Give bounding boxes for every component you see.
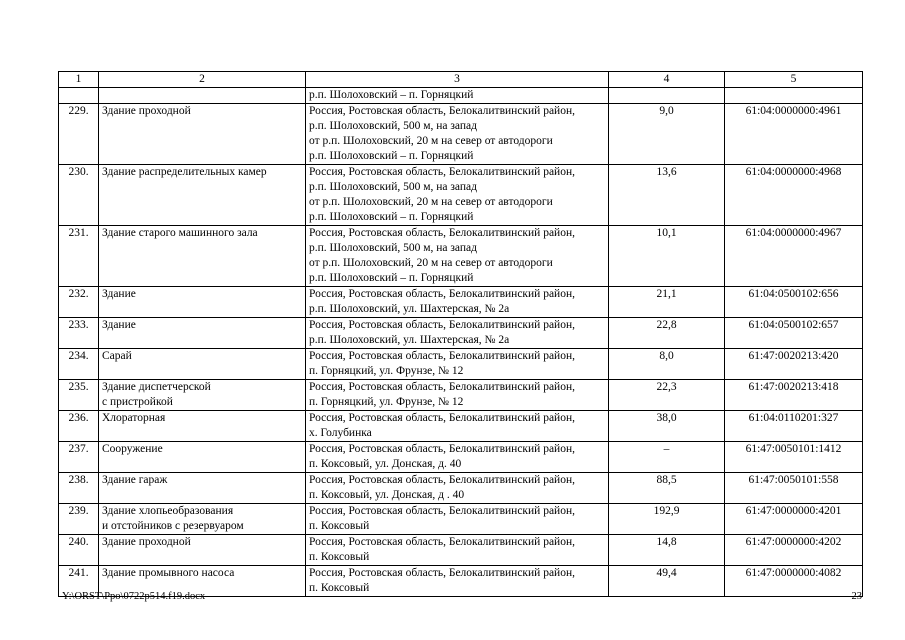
area-cell: 9,0: [609, 104, 725, 165]
row-number-cell: 232.: [59, 287, 99, 318]
table-row: [59, 442, 863, 473]
cadastral-number-cell: 61:47:0020213:418: [725, 380, 863, 411]
object-name-cell: [99, 226, 306, 287]
address-line: от р.п. Шолоховский, 20 м на север от автодороги: [309, 257, 553, 269]
address-cell: [306, 287, 609, 318]
object-name-line: и отстойников с резервуаром: [102, 520, 244, 532]
table-row: [59, 349, 863, 380]
object-name-line: Здание проходной: [102, 105, 191, 117]
object-name-line: Сарай: [102, 350, 132, 362]
row-number-cell: 238.: [59, 473, 99, 504]
table-row: [59, 473, 863, 504]
area-cell: 22,3: [609, 380, 725, 411]
address-line: Россия, Ростовская область, Белокалитвинский район,: [309, 567, 575, 579]
address-cell: [306, 318, 609, 349]
header-row: [59, 72, 863, 88]
address-cell: [306, 473, 609, 504]
cadastral-number-cell: 61:47:0050101:558: [725, 473, 863, 504]
address-cell: [306, 535, 609, 566]
column-header: 1: [59, 72, 99, 88]
object-name-cell: [99, 104, 306, 165]
row-number-cell: [59, 88, 99, 104]
table-row: [59, 411, 863, 442]
address-cell: [306, 165, 609, 226]
object-name-cell: [99, 318, 306, 349]
address-line: р.п. Шолоховский – п. Горняцкий: [309, 150, 474, 162]
row-number-cell: 239.: [59, 504, 99, 535]
cadastral-number-cell: 61:04:0110201:327: [725, 411, 863, 442]
address-cell: [306, 411, 609, 442]
address-line: р.п. Шолоховский, 500 м, на запад: [309, 181, 477, 193]
address-line: Россия, Ростовская область, Белокалитвинский район,: [309, 381, 575, 393]
area-cell: 49,4: [609, 566, 725, 597]
area-cell: [609, 88, 725, 104]
address-line: Россия, Ростовская область, Белокалитвинский район,: [309, 166, 575, 178]
object-name-cell: [99, 411, 306, 442]
object-name-line: Здание гараж: [102, 474, 168, 486]
cadastral-number-cell: 61:47:0000000:4202: [725, 535, 863, 566]
table-row: [59, 380, 863, 411]
cadastral-number-cell: 61:04:0500102:656: [725, 287, 863, 318]
table-row: [59, 535, 863, 566]
table-row: [59, 504, 863, 535]
row-number-cell: 235.: [59, 380, 99, 411]
address-line: п. Коксовый: [309, 551, 370, 563]
continuation-row: [59, 88, 863, 104]
address-cell: [306, 566, 609, 597]
address-cell: [306, 88, 609, 104]
address-line: п. Коксовый, ул. Донская, д . 40: [309, 489, 465, 501]
address-line: Россия, Ростовская область, Белокалитвинский район,: [309, 474, 575, 486]
table-row: [59, 318, 863, 349]
cadastral-number-cell: [725, 88, 863, 104]
address-cell: [306, 226, 609, 287]
object-name-line: Сооружение: [102, 443, 163, 455]
address-line: Россия, Ростовская область, Белокалитвинский район,: [309, 505, 575, 517]
object-name-cell: [99, 349, 306, 380]
row-number-cell: 230.: [59, 165, 99, 226]
cadastral-number-cell: 61:47:0000000:4082: [725, 566, 863, 597]
cadastral-number-cell: 61:47:0050101:1412: [725, 442, 863, 473]
address-line: р.п. Шолоховский – п. Горняцкий: [309, 272, 474, 284]
address-line: п. Коксовый: [309, 520, 370, 532]
cadastral-number-cell: 61:47:0000000:4201: [725, 504, 863, 535]
area-cell: 10,1: [609, 226, 725, 287]
object-name-line: Здание: [102, 319, 136, 331]
cadastral-number-cell: 61:47:0020213:420: [725, 349, 863, 380]
column-header: 5: [725, 72, 863, 88]
row-number-cell: 240.: [59, 535, 99, 566]
address-line: от р.п. Шолоховский, 20 м на север от автодороги: [309, 135, 553, 147]
address-line: Россия, Ростовская область, Белокалитвинский район,: [309, 105, 575, 117]
object-name-cell: [99, 442, 306, 473]
row-number-cell: 233.: [59, 318, 99, 349]
address-line: х. Голубинка: [309, 427, 372, 439]
area-cell: 88,5: [609, 473, 725, 504]
address-line: р.п. Шолоховский, ул. Шахтерская, № 2а: [309, 334, 510, 346]
address-line: Россия, Ростовская область, Белокалитвинский район,: [309, 227, 575, 239]
cadastral-number-cell: 61:04:0500102:657: [725, 318, 863, 349]
cadastral-number-cell: 61:04:0000000:4968: [725, 165, 863, 226]
object-name-line: Здание диспетчерской: [102, 381, 211, 393]
footer-page-number: 23: [851, 591, 862, 602]
column-header: 3: [306, 72, 609, 88]
address-line: р.п. Шолоховский – п. Горняцкий: [309, 89, 474, 101]
address-cell: [306, 104, 609, 165]
object-name-line: с пристройкой: [102, 396, 173, 408]
area-cell: 13,6: [609, 165, 725, 226]
address-line: р.п. Шолоховский, 500 м, на запад: [309, 242, 477, 254]
column-header: 2: [99, 72, 306, 88]
address-line: р.п. Шолоховский – п. Горняцкий: [309, 211, 474, 223]
row-number-cell: 231.: [59, 226, 99, 287]
table-row: [59, 165, 863, 226]
address-line: Россия, Ростовская область, Белокалитвинский район,: [309, 350, 575, 362]
row-number-cell: 234.: [59, 349, 99, 380]
row-number-cell: 237.: [59, 442, 99, 473]
object-name-line: Здание распределительных камер: [102, 166, 267, 178]
row-number-cell: 236.: [59, 411, 99, 442]
address-line: п. Горняцкий, ул. Фрунзе, № 12: [309, 396, 464, 408]
address-cell: [306, 380, 609, 411]
address-line: п. Горняцкий, ул. Фрунзе, № 12: [309, 365, 464, 377]
row-number-cell: 241.: [59, 566, 99, 597]
object-name-cell: [99, 380, 306, 411]
object-name-cell: [99, 504, 306, 535]
area-cell: 14,8: [609, 535, 725, 566]
object-name-line: Здание проходной: [102, 536, 191, 548]
object-name-line: Здание промывного насоса: [102, 567, 235, 579]
address-line: п. Коксовый: [309, 582, 370, 594]
footer-file-path: Y:\ORST\Ppo\0722p514.f19.docx: [62, 591, 206, 602]
address-line: от р.п. Шолоховский, 20 м на север от автодороги: [309, 196, 553, 208]
object-name-cell: [99, 473, 306, 504]
address-line: Россия, Ростовская область, Белокалитвинский район,: [309, 443, 575, 455]
address-line: Россия, Ростовская область, Белокалитвинский район,: [309, 536, 575, 548]
column-header: 4: [609, 72, 725, 88]
address-line: Россия, Ростовская область, Белокалитвинский район,: [309, 319, 575, 331]
address-line: р.п. Шолоховский, 500 м, на запад: [309, 120, 477, 132]
cadastral-number-cell: 61:04:0000000:4961: [725, 104, 863, 165]
address-line: р.п. Шолоховский, ул. Шахтерская, № 2а: [309, 303, 510, 315]
property-table: [58, 71, 863, 597]
object-name-cell: [99, 88, 306, 104]
object-name-line: Здание старого машинного зала: [102, 227, 258, 239]
table-row: [59, 287, 863, 318]
object-name-cell: [99, 535, 306, 566]
object-name-line: Здание: [102, 288, 136, 300]
address-cell: [306, 442, 609, 473]
table-row: [59, 226, 863, 287]
table-row: [59, 104, 863, 165]
area-cell: 22,8: [609, 318, 725, 349]
area-cell: 38,0: [609, 411, 725, 442]
object-name-cell: [99, 287, 306, 318]
area-cell: –: [609, 442, 725, 473]
object-name-line: Хлораторная: [102, 412, 166, 424]
object-name-line: Здание хлопьеобразования: [102, 505, 234, 517]
area-cell: 21,1: [609, 287, 725, 318]
address-line: Россия, Ростовская область, Белокалитвинский район,: [309, 288, 575, 300]
address-line: Россия, Ростовская область, Белокалитвинский район,: [309, 412, 575, 424]
cadastral-number-cell: 61:04:0000000:4967: [725, 226, 863, 287]
area-cell: 8,0: [609, 349, 725, 380]
address-line: п. Коксовый, ул. Донская, д. 40: [309, 458, 462, 470]
row-number-cell: 229.: [59, 104, 99, 165]
address-cell: [306, 349, 609, 380]
object-name-cell: [99, 165, 306, 226]
address-cell: [306, 504, 609, 535]
area-cell: 192,9: [609, 504, 725, 535]
